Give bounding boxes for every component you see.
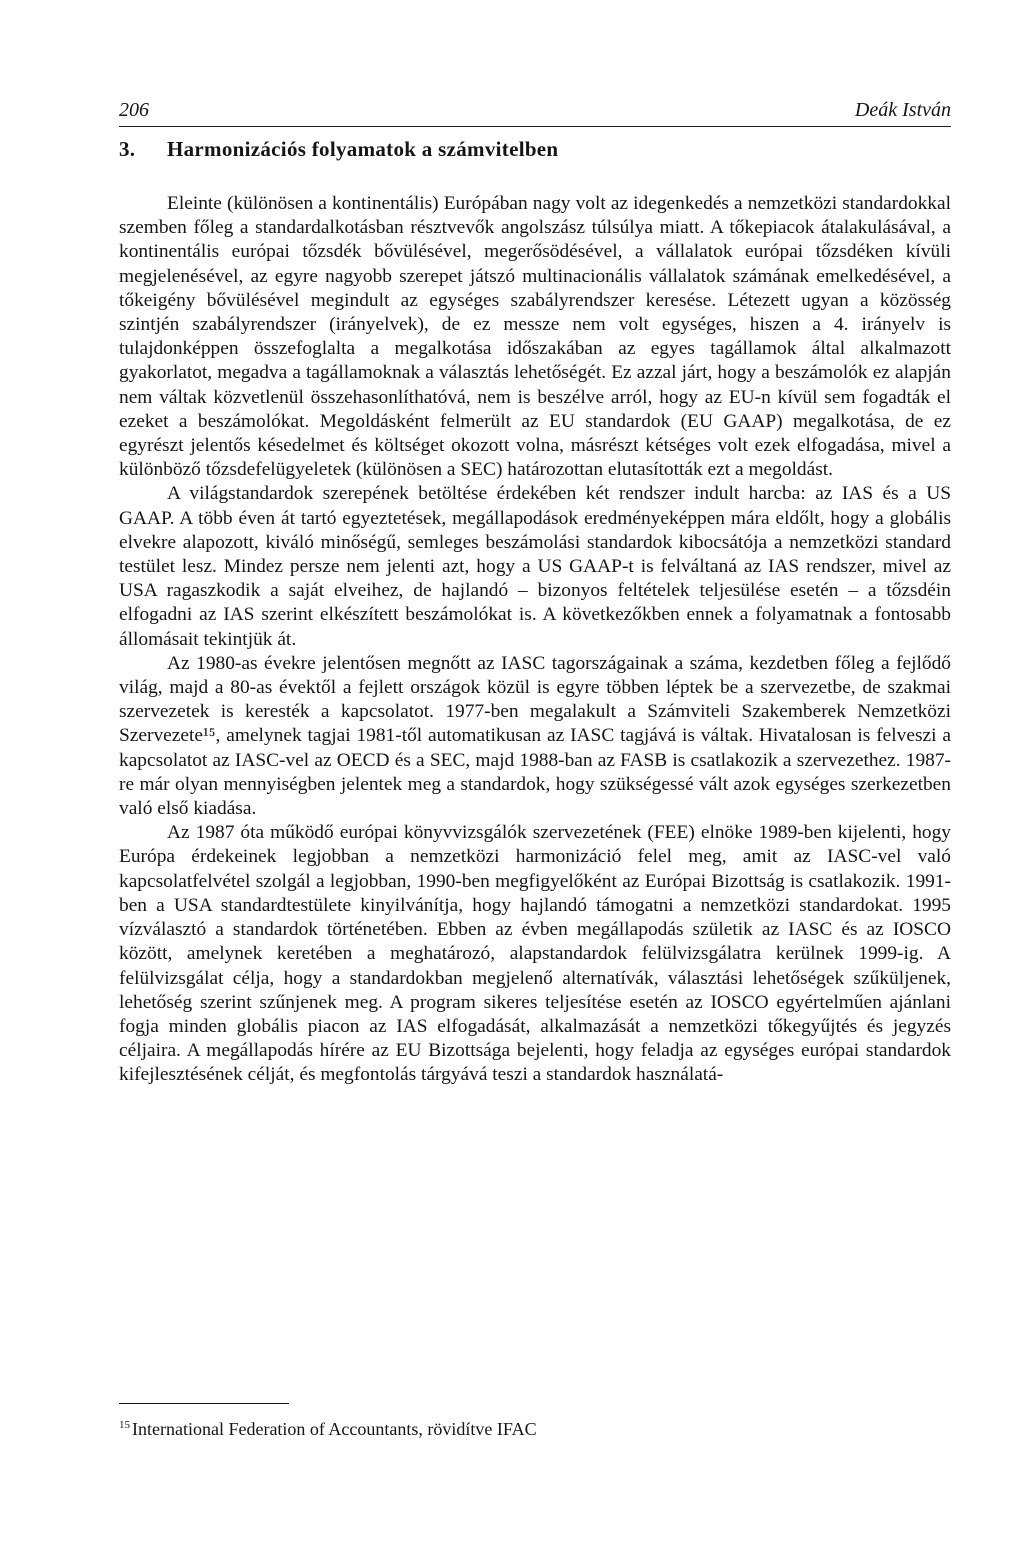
paragraph: Eleinte (különösen a kontinentális) Európában nagy volt az idegenkedés a nemzetközi standardokkal szemben főleg a standardalkotásban résztvevők angolszász túlsúlya miatt. A tőkepiacok átalakulásával, a kontinentális európai tőzsdék bővülésével, megerősödésével, a vállalatok európai tőzsdéken kívüli megjelenésével, az egyre nagyobb szerepet játszó multinacionális vállalatok számának emelkedésével, a tőkeigény bővülésével megindult az egységes szabályrendszer keresése. Létezett ugyan a közösség szintjén szabályrendszer (irányelvek), de ez messze nem volt egységes, hiszen a 4. irányelv is tulajdonképpen összefoglalta a megalkotása időszakában az egyes tagállamok által alkalmazott gyakorlatot, megadva a tagállamoknak a választás lehetőségét. Ez azzal járt, hogy a beszámolók ez alapján nem váltak közvetlenül összehasonlíthatóvá, nem is beszélve arról, hogy az EU-n kívül sem fogadták el ezeket a beszámolókat. Megoldásként felmerült az EU standardok (EU GAAP) megalkotása, de ez egyrészt jelentős késedelmet és költséget okozott volna, másrészt kétséges volt ezek elfogadása, mivel a különböző tőzsdefelügyeletek (különösen a SEC) határozottan elutasították ezt a megoldást. [119, 193, 951, 481]
section-number: 3. [119, 137, 136, 161]
section-heading [119, 137, 558, 162]
paragraph: Az 1987 óta működő európai könyvvizsgálók szervezetének (FEE) elnöke 1989-ben kijelenti, hogy Európa érdekeinek legjobban a nemzetközi harmonizáció felel meg, amit az IASC-vel való kapcsolatfelvétel szolgál a legjobban, 1990-ben megfigyelőként az Európai Bizottság is csatlakozik. 1991-ben a USA standardtestülete kinyilvánítja, hogy hajlandó támogatni a nemzetközi standardokat. 1995 vízválasztó a standardok történetében. Ebben az évben megállapodás születik az IASC és az IOSCO között, amelynek keretében a meghatározó, alapstandardok felülvizsgálatra kerülnek 1999-ig. A felülvizsgálat célja, hogy a standardokban megjelenő alternatívák, választási lehetőségek szűküljenek, lehetőség szerint szűnjenek meg. A program sikeres teljesítése esetén az IOSCO egyértelműen ajánlani fogja minden globális piacon az IAS elfogadását, alkalmazását a nemzetközi tőkegyűjtés és jegyzés céljaira. A megállapodás hírére az EU Bizottsága bejelenti, hogy feladja az egységes európai standardok kifejlesztésének célját, és megfontolás tárgyává teszi a standardok használatá- [119, 822, 951, 1086]
page-number: 206 [119, 99, 149, 121]
footnote-divider [119, 1403, 289, 1404]
footnote-text: International Federation of Accountants, rövidítve IFAC [132, 1419, 537, 1439]
body-text [119, 192, 951, 1088]
paragraph: Az 1980-as évekre jelentősen megnőtt az IASC tagországainak a száma, kezdetben főleg a fejlődő világ, majd a 80-as évektől a fejlett országok közül is egyre többen léptek be a szervezetbe, de szakmai szervezetek is keresték a kapcsolatot. 1977-ben megalakult a Számviteli Szakemberek Nemzetközi Szervezete¹⁵, amelynek tagjai 1981-től automatikusan az IASC tagjává is váltak. Hivatalosan is felveszi a kapcsolatot az IASC-vel az OECD és a SEC, majd 1988-ban az FASB is csatlakozik a szervezethez. 1987-re már olyan mennyiségben jelentek meg a standardok, hogy szükségessé vált azok egységes szerkezetben való első kiadása. [119, 652, 951, 820]
footnote-marker: 15 [119, 1419, 130, 1431]
running-author: Deák István [854, 99, 951, 121]
paragraph: A világstandardok szerepének betöltése érdekében két rendszer indult harcba: az IAS és a US GAAP. A több éven át tartó egyeztetések, megállapodások eredményeképpen mára eldőlt, hogy a globális elvekre alapozott, kiváló minőségű, semleges beszámolási standardok kibocsátója a nemzetközi standard testület lesz. Mindez persze nem jelenti azt, hogy a US GAAP-t is felváltaná az IAS rendszer, mivel az USA ragaszkodik a saját elveihez, de hajlandó – bizonyos feltételek teljesülése esetén – a tőzsdéin elfogadni az IAS szerint elkészített beszámolókat is. A következőkben ennek a folyamatnak a fontosabb állomásait tekintjük át. [119, 483, 951, 650]
footnote [119, 1419, 537, 1440]
running-header [119, 100, 951, 127]
section-title: Harmonizációs folyamatok a számvitelben [167, 137, 559, 161]
